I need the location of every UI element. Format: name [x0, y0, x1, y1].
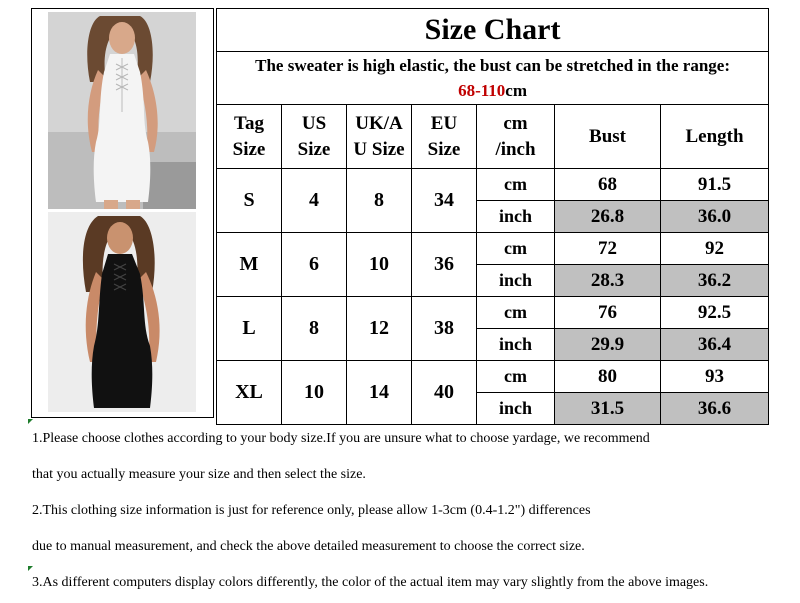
bust-cm-cell: 76 [555, 297, 661, 329]
unit-inch-cell: inch [477, 329, 555, 361]
table-row [217, 233, 769, 265]
us-size-cell: 6 [282, 233, 347, 297]
unit-cm-cell: cm [477, 169, 555, 201]
unit-cm-cell: cm [477, 297, 555, 329]
note-line: 3.As different computers display colors differently, the color of the actual item may vary slightly from the above images. [32, 575, 709, 590]
length-inch-cell: 36.6 [661, 393, 769, 425]
tag-size-cell: M [217, 233, 282, 297]
length-cm-cell: 92.5 [661, 297, 769, 329]
header-eu-size: EU Size [412, 105, 477, 169]
unit-cm-cell: cm [477, 233, 555, 265]
eu-size-cell: 38 [412, 297, 477, 361]
length-inch-cell: 36.4 [661, 329, 769, 361]
header-bust: Bust [555, 105, 661, 169]
length-inch-cell: 36.2 [661, 265, 769, 297]
uk-size-cell: 10 [347, 233, 412, 297]
bust-inch-cell: 28.3 [555, 265, 661, 297]
table-row [217, 297, 769, 329]
note-line: 1.Please choose clothes according to your body size.If you are unsure what to choose yardage, we recommend [32, 431, 650, 446]
elasticity-note [217, 52, 769, 105]
tag-size-cell: L [217, 297, 282, 361]
uk-size-cell: 8 [347, 169, 412, 233]
bust-inch-cell: 31.5 [555, 393, 661, 425]
white-dress-photo [48, 12, 196, 209]
unit-inch-cell: inch [477, 265, 555, 297]
note-line: 2.This clothing size information is just for reference only, please allow 1-3cm (0.4-1.2") differences [32, 503, 591, 518]
bust-range-unit: cm [505, 81, 528, 100]
table-row [217, 361, 769, 393]
header-unit: cm /inch [477, 105, 555, 169]
corner-mark [28, 566, 33, 571]
unit-inch-cell: inch [477, 393, 555, 425]
corner-mark [28, 419, 33, 424]
bust-cm-cell: 80 [555, 361, 661, 393]
tag-size-cell: XL [217, 361, 282, 425]
elasticity-note-text: The sweater is high elastic, the bust can be stretched in the range: [255, 56, 730, 75]
bust-inch-cell: 26.8 [555, 201, 661, 233]
bust-cm-cell: 68 [555, 169, 661, 201]
header-length: Length [661, 105, 769, 169]
header-us-size: US Size [282, 105, 347, 169]
header-tag-size: Tag Size [217, 105, 282, 169]
us-size-cell: 4 [282, 169, 347, 233]
length-cm-cell: 92 [661, 233, 769, 265]
unit-inch-cell: inch [477, 201, 555, 233]
us-size-cell: 10 [282, 361, 347, 425]
bust-inch-cell: 29.9 [555, 329, 661, 361]
us-size-cell: 8 [282, 297, 347, 361]
length-cm-cell: 93 [661, 361, 769, 393]
black-dress-photo [48, 212, 196, 412]
table-row [217, 169, 769, 201]
tag-size-cell: S [217, 169, 282, 233]
bust-cm-cell: 72 [555, 233, 661, 265]
eu-size-cell: 40 [412, 361, 477, 425]
eu-size-cell: 34 [412, 169, 477, 233]
length-cm-cell: 91.5 [661, 169, 769, 201]
unit-cm-cell: cm [477, 361, 555, 393]
bust-range: 68-110 [458, 81, 506, 100]
uk-size-cell: 14 [347, 361, 412, 425]
uk-size-cell: 12 [347, 297, 412, 361]
chart-title: Size Chart [217, 9, 769, 52]
note-line: due to manual measurement, and check the above detailed measurement to choose the correct size. [32, 539, 585, 554]
header-uk-size: UK/A U Size [347, 105, 412, 169]
note-line: that you actually measure your size and then select the size. [32, 467, 366, 482]
eu-size-cell: 36 [412, 233, 477, 297]
size-chart-table [216, 8, 769, 425]
product-photos [31, 8, 214, 418]
length-inch-cell: 36.0 [661, 201, 769, 233]
